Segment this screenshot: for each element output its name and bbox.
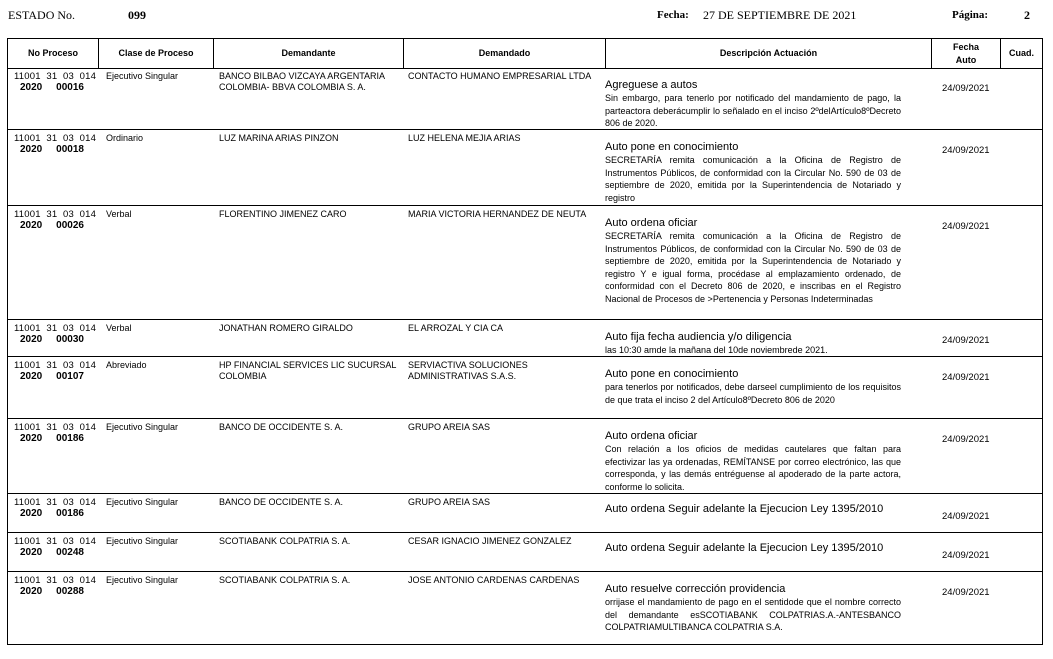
fecha-auto: 24/09/2021 [942,221,990,232]
clase-proceso: Ejecutivo Singular [106,422,179,432]
fecha-auto: 24/09/2021 [942,434,990,445]
no-proceso-line2: 2020 00107 [20,371,84,382]
demandante: SCOTIABANK COLPATRIA S. A. [219,575,351,585]
demandado: GRUPO AREIA SAS [408,422,491,432]
demandante: BANCO DE OCCIDENTE S. A. [219,422,344,432]
pagina-label: Página: [952,9,989,21]
table-row [8,572,1042,644]
fecha-auto: 24/09/2021 [942,145,990,156]
fecha-auto: 24/09/2021 [942,587,990,598]
clase-proceso: Abreviado [106,360,147,370]
descripcion-body: para tenerlos por notificados, debe darseel cumplimiento de los requisitos de que trata el inciso 2 del Artículo8ºDecreto 806 de 2020 [605,382,901,405]
demandado: CONTACTO HUMANO EMPRESARIAL LTDA [408,71,592,81]
demandante: BANCO BILBAO VIZCAYA ARGENTARIA COLOMBIA- BBVA COLOMBIA S. A. [219,71,385,92]
col-header-descripcion: Descripción Actuación [606,39,932,68]
demandante: BANCO DE OCCIDENTE S. A. [219,497,344,507]
descripcion-actuacion [605,367,901,406]
col-header-demandante: Demandante [214,39,404,68]
clase-proceso: Ordinario [106,133,144,143]
table-header [8,39,1042,69]
descripcion-body: las 10:30 amde la mañana del 10de noviembrede 2021. [605,345,828,355]
descripcion-title: Auto resuelve corrección providencia [605,583,786,595]
table-row [8,419,1042,494]
descripcion-actuacion [605,582,901,634]
demandado: LUZ HELENA MEJIA ARIAS [408,133,521,143]
table-row [8,320,1042,357]
no-proceso-line2: 2020 00030 [20,334,84,345]
descripcion-actuacion [605,429,901,493]
demandado: MARIA VICTORIA HERNANDEZ DE NEUTA [408,209,587,219]
clase-proceso: Ejecutivo Singular [106,536,179,546]
demandado: JOSE ANTONIO CARDENAS CARDENAS [408,575,580,585]
col-header-fecha-auto [932,39,1001,68]
no-proceso-line2: 2020 00248 [20,547,84,558]
no-proceso-line2: 2020 00186 [20,508,84,519]
demandante: FLORENTINO JIMENEZ CARO [219,209,347,219]
descripcion-actuacion [605,78,901,130]
table-row [8,68,1042,130]
col-header-no-proceso: No Proceso [8,39,99,68]
clase-proceso: Verbal [106,323,132,333]
fecha-auto: 24/09/2021 [942,372,990,383]
estado-label: ESTADO No. [8,8,76,22]
no-proceso-line1: 11001 31 03 014 [14,360,97,371]
no-proceso-line1: 11001 31 03 014 [14,575,97,586]
fecha-auto: 24/09/2021 [942,511,990,522]
no-proceso-line1: 11001 31 03 014 [14,133,97,144]
no-proceso [14,536,108,558]
descripcion-actuacion [605,216,901,306]
col-header-cuad: Cuad. [1008,48,1034,58]
table-row [8,130,1042,206]
fecha-value: 27 DE SEPTIEMBRE DE 2021 [703,8,857,22]
descripcion-actuacion [605,330,901,357]
table-row [8,494,1042,533]
col-header-clase: Clase de Proceso [99,39,214,68]
descripcion-actuacion [605,541,901,555]
no-proceso-line1: 11001 31 03 014 [14,422,97,433]
descripcion-title: Auto ordena oficiar [605,430,698,442]
col-header-fecha-line2: Auto [955,54,977,65]
demandante: JONATHAN ROMERO GIRALDO [219,323,353,333]
descripcion-title: Agreguese a autos [605,79,698,91]
no-proceso [14,575,108,597]
no-proceso-line2: 2020 00026 [20,220,84,231]
descripcion-body: Sin embargo, para tenerlo por notificado del mandamiento de pago, la parteactora deberácumplir lo señalado en el inciso 2ºdelArtículo8ºDecreto 806 de 2020. [605,93,901,129]
clase-proceso: Verbal [106,209,132,219]
demandante: SCOTIABANK COLPATRIA S. A. [219,536,351,546]
descripcion-title: Auto ordena Seguir adelante la Ejecucion Ley 1395/2010 [605,542,884,554]
no-proceso-line1: 11001 31 03 014 [14,536,97,547]
no-proceso [14,422,108,444]
descripcion-body: SECRETARÍA remita comunicación a la Oficina de Registro de Instrumentos Públicos, de conformidad con la Circular No. 590 de 03 de septiembre de 2020, emitida por la Superintendencia de Notariado y registro Y e igual forma, procédase al emplazamiento ordenado, de conformidad con el Decreto 806 de 2020, e inscribas en el Registro Nacional de Procesos de >Pertenencia y Personas Indeterminadas [605,231,901,304]
no-proceso [14,209,108,231]
descripcion-body: orrijase el mandamiento de pago en el sentidode que el nombre correcto del demandante esSCOTIABANK COLPATRIAS.A.-ANTESBANCO COLPATRIAMULTIBANCA COLPATRIA S.A. [605,597,901,633]
no-proceso [14,133,108,155]
descripcion-body: Con relación a los oficios de medidas cautelares que faltan para efectivizar las ya ordenadas, REMÍTANSE por correo electrónico, las que corresponda, y las demás entréguense al apoderado de la parte actora, conforme lo solicita. [605,444,901,492]
clase-proceso: Ejecutivo Singular [106,575,179,585]
descripcion-body: SECRETARÍA remita comunicación a la Oficina de Registro de Instrumentos Públicos, de conformidad con la Circular No. 590 de 03 de septiembre de 2020, emitida por la Superintendencia de Notariado y registro [605,155,901,203]
demandado: GRUPO AREIA SAS [408,497,491,507]
col-header-fecha-line1: Fecha [952,41,979,52]
clase-proceso: Ejecutivo Singular [106,497,179,507]
no-proceso-line2: 2020 00016 [20,82,84,93]
demandante: HP FINANCIAL SERVICES LIC SUCURSAL COLOMBIA [219,360,397,381]
fecha-auto: 24/09/2021 [942,550,990,561]
pagina-value: 2 [1024,8,1030,22]
clase-proceso: Ejecutivo Singular [106,71,179,81]
no-proceso-line1: 11001 31 03 014 [14,71,97,82]
no-proceso [14,497,108,519]
descripcion-actuacion [605,502,901,516]
no-proceso [14,71,108,93]
descripcion-actuacion [605,140,901,204]
fecha-label: Fecha: [657,9,689,21]
no-proceso-line2: 2020 00186 [20,433,84,444]
no-proceso [14,323,108,345]
table-row [8,206,1042,320]
no-proceso [14,360,108,382]
estado-number: 099 [128,8,146,22]
col-header-demandado: Demandado [404,39,606,68]
demandado: CESAR IGNACIO JIMENEZ GONZALEZ [408,536,572,546]
demandado: EL ARROZAL Y CIA CA [408,323,504,333]
descripcion-title: Auto pone en conocimiento [605,368,739,380]
fecha-auto: 24/09/2021 [942,83,990,94]
descripcion-title: Auto ordena oficiar [605,217,698,229]
table-row [8,533,1042,572]
no-proceso-line2: 2020 00018 [20,144,84,155]
descripcion-title: Auto fija fecha audiencia y/o diligencia [605,331,792,343]
no-proceso-line2: 2020 00288 [20,586,84,597]
no-proceso-line1: 11001 31 03 014 [14,497,97,508]
descripcion-title: Auto pone en conocimiento [605,141,739,153]
no-proceso-line1: 11001 31 03 014 [14,209,97,220]
demandante: LUZ MARINA ARIAS PINZON [219,133,339,143]
descripcion-title: Auto ordena Seguir adelante la Ejecucion Ley 1395/2010 [605,503,884,515]
estado-table [7,38,1043,645]
fecha-auto: 24/09/2021 [942,335,990,346]
table-row [8,357,1042,419]
no-proceso-line1: 11001 31 03 014 [14,323,97,334]
demandado: SERVIACTIVA SOLUCIONES ADMINISTRATIVAS S.A.S. [408,360,528,381]
